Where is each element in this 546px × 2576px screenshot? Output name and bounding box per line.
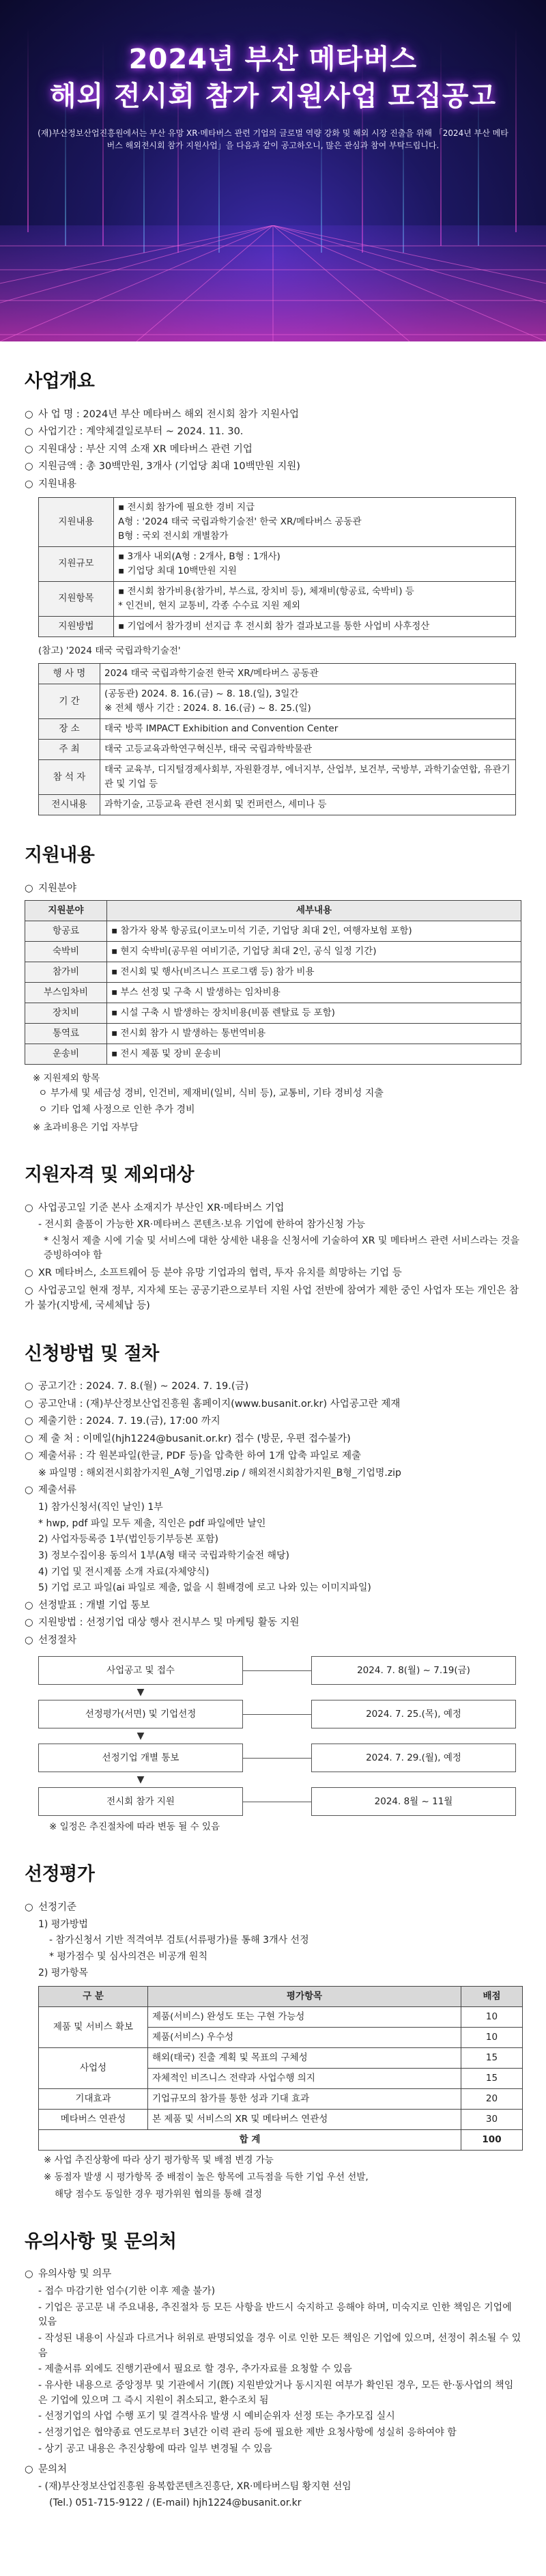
- application-item: ○ 제출기한 : 2024. 7. 19.(금), 17:00 까지: [25, 1416, 220, 1427]
- support-note: ㅇ 부가세 및 세금성 경비, 인건비, 제재비(일비, 식비 등), 교통비, 기타 경비성 지출: [38, 1088, 384, 1100]
- table-value-cell: ▪ 3개사 내외(A형 : 2개사, B형 : 1개사) ▪ 기업당 최대 10백만원 지원: [114, 546, 516, 581]
- table-row: 숙박비 ▪ 현지 숙박비(공무원 여비기준, 기업당 최대 2인, 공식 일정 기간): [25, 942, 521, 962]
- flow-step-date: 2024. 7. 8(월) ~ 7.19(금): [311, 1656, 516, 1685]
- doc-item: 5) 기업 로고 파일(ai 파일로 제출, 없을 시 흰배경에 로고 나와 있는 이미지파일): [38, 1582, 371, 1594]
- notice-items-title: ○ 유의사항 및 의무: [25, 2269, 112, 2280]
- flow-step-label: 선정기업 개별 통보: [38, 1744, 243, 1772]
- arrow-down-icon: ▼: [136, 1687, 145, 1698]
- arrow-down-icon: ▼: [136, 1731, 145, 1742]
- flow-step: [38, 1700, 516, 1728]
- doc-item: 1) 참가신청서(직인 날인) 1부: [38, 1501, 163, 1513]
- table-label-cell: 지원항목: [39, 581, 114, 616]
- application-item: ○ 공고기간 : 2024. 7. 8.(월) ~ 2024. 7. 19.(금): [25, 1381, 249, 1392]
- evaluation-method: - 참가신청서 기반 적격여부 검토(서류평가)를 통해 3개사 선정: [49, 1935, 309, 1946]
- application-title: 신청방법 및 절차: [25, 1343, 159, 1364]
- notice-item: - 제출서류 외에도 진행기관에서 필요로 할 경우, 추가자료를 요청할 수 있음: [38, 2364, 352, 2375]
- hero-banner: [0, 0, 546, 341]
- table-row: 기 간 (공동관) 2024. 8. 16.(금) ~ 8. 18.(일), 3일간 ※ 전체 행사 기간 : 2024. 8. 16.(금) ~ 8. 25.(일): [39, 684, 516, 719]
- table-label-cell: 지원규모: [39, 546, 114, 581]
- table-row: [39, 498, 516, 547]
- eligibility-item: ○ 사업공고일 현재 정부, 지자체 또는 공공기관으로부터 지원 사업 전반에 참여가 제한 중인 사업자 또는 개인은 참가 불가(지방세, 국세체납 등): [25, 1285, 519, 1312]
- table-row: 참 석 자 태국 교육부, 디지털경제사회부, 자원환경부, 에너지부, 산업부, 보건부, 국방부, 과학기술연합, 유관기관 및 기업 등: [39, 760, 516, 795]
- selection-flow: [38, 1656, 516, 1816]
- table-row: 제품 및 서비스 확보 제품(서비스) 완성도 또는 구현 가능성 10: [39, 2007, 523, 2028]
- table-value-cell: ▪ 기업에서 참가경비 선지급 후 전시회 참가 결과보고를 통한 사업비 사후정산: [114, 616, 516, 636]
- table-row: 항공료 ▪ 참가자 왕복 항공료(이코노미석 기준, 기업당 최대 2인, 여행자보험 포함): [25, 921, 521, 942]
- overview-item: ○ 지원대상 : 부산 지역 소재 XR 메타버스 관련 기업: [25, 443, 253, 455]
- application-section: [0, 1340, 546, 1835]
- perspective-grid-floor: [0, 225, 546, 341]
- support-summary-table: [38, 497, 516, 636]
- application-item: ○ 선정발표 : 개별 기업 통보: [25, 1600, 150, 1612]
- notice-item: - 선정기업은 협약종료 연도로부터 3년간 이력 관리 등에 필요한 제반 요청사항에 성실히 응하여야 함: [38, 2427, 457, 2439]
- notice-item: - 기업은 공고문 내 주요내용, 추진절차 등 모든 사항을 반드시 숙지하고 응해야 하며, 미숙지로 인한 책임은 기업에 있음: [38, 2301, 512, 2328]
- file-name-note: ※ 파일명 : 해외전시회참가지원_A형_기업명.zip / 해외전시회참가지원_B형_기업명.zip: [38, 1467, 401, 1479]
- table-label-cell: 지원내용: [39, 498, 114, 547]
- table-header-row: 구 분 평가항목 배점: [39, 1987, 523, 2007]
- overview-item: ○ 지원내용: [25, 478, 77, 490]
- support-intro: ○ 지원분야: [25, 882, 77, 894]
- evaluation-items-title: 2) 평가항목: [38, 1967, 88, 1978]
- overview-item: ○ 사업기간 : 계약체결일로부터 ~ 2024. 11. 30.: [25, 426, 244, 438]
- evaluation-method: * 평가점수 및 심사의견은 비공개 원칙: [49, 1951, 208, 1963]
- eligibility-item: - 전시회 출품이 가능한 XR·메타버스 콘텐츠·보유 기업에 한하여 참가신청 가능: [38, 1219, 366, 1231]
- flow-step-date: 2024. 8월 ~ 11월: [311, 1787, 516, 1816]
- banner-title-line2: 해외 전시회 참가 지원사업 모집공고: [49, 81, 497, 112]
- contact-title: ○ 문의처: [25, 2464, 68, 2476]
- table-total-row: 합 계 100: [39, 2129, 523, 2150]
- table-row: 기대효과 기업규모의 참가를 통한 성과 기대 효과 20: [39, 2089, 523, 2110]
- table-row: 행 사 명 2024 태국 국립과학기술전 한국 XR/메타버스 공동관: [39, 664, 516, 684]
- table-value-cell: ▪ 전시회 참가비용(참가비, 부스료, 장치비 등), 체재비(항공료, 숙박비) 등 * 인건비, 현지 교통비, 각종 수수료 지원 제외: [114, 581, 516, 616]
- eligibility-item: * 신청서 제출 시에 기술 및 서비스에 대한 상세한 내용을 신청서에 기술하여 XR 및 메타버스 관련 서비스라는 것을 증빙하여야 함: [44, 1235, 520, 1261]
- support-note: ※ 지원제외 항목: [33, 1072, 100, 1084]
- table-row: 사업성 해외(태국) 진출 계획 및 목표의 구체성 15: [39, 2048, 523, 2069]
- table-row: 참가비 ▪ 전시회 및 행사(비즈니스 프로그램 등) 참가 비용: [25, 962, 521, 982]
- doc-item: 2) 사업자등록증 1부(법인등기부등본 포함): [38, 1534, 218, 1545]
- banner-title-block: [0, 41, 546, 152]
- reference-title: (참고) '2024 태국 국립과학기술전': [38, 645, 181, 656]
- notice-item: - 작성된 내용이 사실과 다르거나 허위로 판명되었을 경우 이로 인한 모든 책임은 기업에 있으며, 선정이 취소될 수 있음: [38, 2332, 521, 2359]
- evaluation-note: 해당 점수도 동일한 경우 평가위원 협의를 통해 결정: [55, 2188, 262, 2200]
- overview-item: ○ 지원금액 : 총 30백만원, 3개사 (기업당 최대 10백만원 지원): [25, 461, 300, 473]
- flow-note: ※ 일정은 추진절차에 따라 변동 될 수 있음: [49, 1821, 220, 1833]
- flow-step-date: 2024. 7. 29.(월), 예정: [311, 1744, 516, 1772]
- table-row: 전시내용 과학기술, 고등교육 관련 전시회 및 컨퍼런스, 세미나 등: [39, 794, 516, 815]
- eligibility-title: 지원자격 및 제외대상: [25, 1164, 195, 1186]
- support-note: ㅇ 기타 업체 사정으로 인한 추가 경비: [38, 1104, 195, 1116]
- notice-item: - 유사한 내용으로 중앙정부 및 기관에서 기(旣) 지원받았거나 동시지원 여부가 확인된 경우, 모든 한·동사업의 책임은 기업에 있으며 그 즉시 지원이 취소되고, 환수조치 됨: [38, 2379, 514, 2406]
- flow-step: [38, 1744, 516, 1772]
- table-row: 제품(서비스) 우수성 10: [39, 2028, 523, 2048]
- eligibility-item: ○ XR 메타버스, 소프트웨어 등 분야 유망 기업과의 협력, 투자 유치를 희망하는 기업 등: [25, 1268, 402, 1279]
- table-value-cell: ▪ 전시회 참가에 필요한 경비 지급 A형 : '2024 태국 국립과학기술전' 한국 XR/메타버스 공동관 B형 : 국외 전시회 개별참가: [114, 498, 516, 547]
- evaluation-title: 선정평가: [25, 1864, 95, 1886]
- notice-item: - 상기 공고 내용은 추진상황에 따라 일부 변경될 수 있음: [38, 2443, 272, 2454]
- table-row: 장치비 ▪ 시설 구축 시 발생하는 장치비용(비품 렌탈료 등 포함): [25, 1003, 521, 1023]
- flow-step-label: 선정평가(서면) 및 기업선정: [38, 1700, 243, 1728]
- evaluation-table: [38, 1986, 523, 2150]
- table-row: [39, 616, 516, 636]
- reference-event-table: [38, 663, 516, 815]
- table-row: 부스임차비 ▪ 부스 선정 및 구축 시 발생하는 임차비용: [25, 982, 521, 1003]
- table-header-row: 지원분야 세부내용: [25, 901, 521, 921]
- contact-line: - (재)부산정보산업진흥원 융복합콘텐츠진흥단, XR·메타버스팀 황지현 선임: [38, 2480, 351, 2492]
- contact-line: (Tel.) 051-715-9122 / (E-mail) hjh1224@busanit.or.kr: [49, 2497, 302, 2508]
- notice-item: - 선정기업의 사업 수행 포기 및 결격사유 발생 시 예비순위자 선정 또는 추가모집 실시: [38, 2411, 395, 2422]
- table-row: [39, 581, 516, 616]
- eligibility-section: [0, 1161, 546, 1314]
- application-docs-title: ○ 제출서류: [25, 1485, 77, 1496]
- support-detail-table: [25, 900, 521, 1064]
- flow-step-date: 2024. 7. 25.(목), 예정: [311, 1700, 516, 1728]
- arrow-down-icon: ▼: [136, 1774, 145, 1786]
- table-row: 주 최 태국 고등교육과학연구혁신부, 태국 국립과학박물관: [39, 740, 516, 760]
- support-section: [0, 841, 546, 1135]
- application-item: ○ 선정절차: [25, 1634, 77, 1646]
- notice-title: 유의사항 및 문의처: [25, 2230, 177, 2252]
- table-row: 운송비 ▪ 전시 제품 및 장비 운송비: [25, 1044, 521, 1064]
- doc-item: 4) 기업 및 전시제품 소개 자료(자체양식): [38, 1566, 210, 1578]
- evaluation-note: ※ 동점자 발생 시 평가항목 중 배점이 높은 항목에 고득점을 득한 기업 우선 선발,: [44, 2171, 369, 2183]
- overview-title: 사업개요: [25, 371, 95, 392]
- table-row: 통역료 ▪ 전시회 참가 시 발생하는 통번역비용: [25, 1023, 521, 1044]
- table-row: 메타버스 연관성 본 제품 및 서비스의 XR 및 메타버스 연관성 30: [39, 2109, 523, 2129]
- flow-step: [38, 1656, 516, 1685]
- support-note: ※ 초과비용은 기업 자부담: [33, 1121, 139, 1133]
- table-label-cell: 지원방법: [39, 616, 114, 636]
- evaluation-intro: ○ 선정기준: [25, 1902, 77, 1914]
- overview-item: ○ 사 업 명 : 2024년 부산 메타버스 해외 전시회 참가 지원사업: [25, 408, 300, 420]
- eligibility-item: ○ 사업공고일 기준 본사 소재지가 부산인 XR·메타버스 기업: [25, 1202, 285, 1214]
- evaluation-note: ※ 사업 추진상황에 따라 상기 평가항목 및 배점 변경 가능: [44, 2154, 274, 2166]
- application-item: ○ 공고안내 : (재)부산정보산업진흥원 홈페이지(www.busanit.or.kr) 사업공고란 제재: [25, 1398, 401, 1410]
- application-item: ○ 제출서류 : 각 원본파일(한글, PDF 등)을 압축한 하여 1개 압축 파일로 제출: [25, 1451, 362, 1462]
- doc-item: * hwp, pdf 파일 모두 제출, 직인은 pdf 파일에만 날인: [38, 1517, 266, 1529]
- evaluation-method-title: 1) 평가방법: [38, 1918, 88, 1930]
- banner-description: (재)부산정보산업진흥원에서는 부산 유망 XR·메타버스 관련 기업의 글로벌 역량 강화 및 해외 시장 진출을 위해 「2024년 부산 메타버스 해외전시회 참가 지원사업」을 다음과 같이 공고하오니, 많은 관심과 참여 부탁드립니다.: [38, 128, 508, 150]
- evaluation-section: [0, 1860, 546, 2201]
- table-row: 자체적인 비즈니스 전략과 사업수행 의지 15: [39, 2069, 523, 2089]
- table-row: [39, 546, 516, 581]
- support-title: 지원내용: [25, 844, 95, 866]
- overview-section: [0, 367, 546, 815]
- table-row: 장 소 태국 방콕 IMPACT Exhibition and Convention Center: [39, 719, 516, 740]
- notice-item: - 접수 마감기한 엄수(기한 이후 제출 불가): [38, 2285, 216, 2297]
- notice-section: [0, 2228, 546, 2540]
- banner-title-line1: 2024년 부산 메타버스: [128, 44, 418, 75]
- flow-step: [38, 1787, 516, 1816]
- flow-step-label: 사업공고 및 접수: [38, 1656, 243, 1685]
- doc-item: 3) 정보수집이용 동의서 1부(A형 태국 국립과학기술전 해당): [38, 1550, 290, 1561]
- flow-step-label: 전시회 참가 지원: [38, 1787, 243, 1816]
- application-item: ○ 지원방법 : 선정기업 대상 행사 전시부스 및 마케팅 활동 지원: [25, 1617, 300, 1629]
- application-item: ○ 제 출 처 : 이메일(hjh1224@busanit.or.kr) 접수 (방문, 우편 접수불가): [25, 1433, 351, 1444]
